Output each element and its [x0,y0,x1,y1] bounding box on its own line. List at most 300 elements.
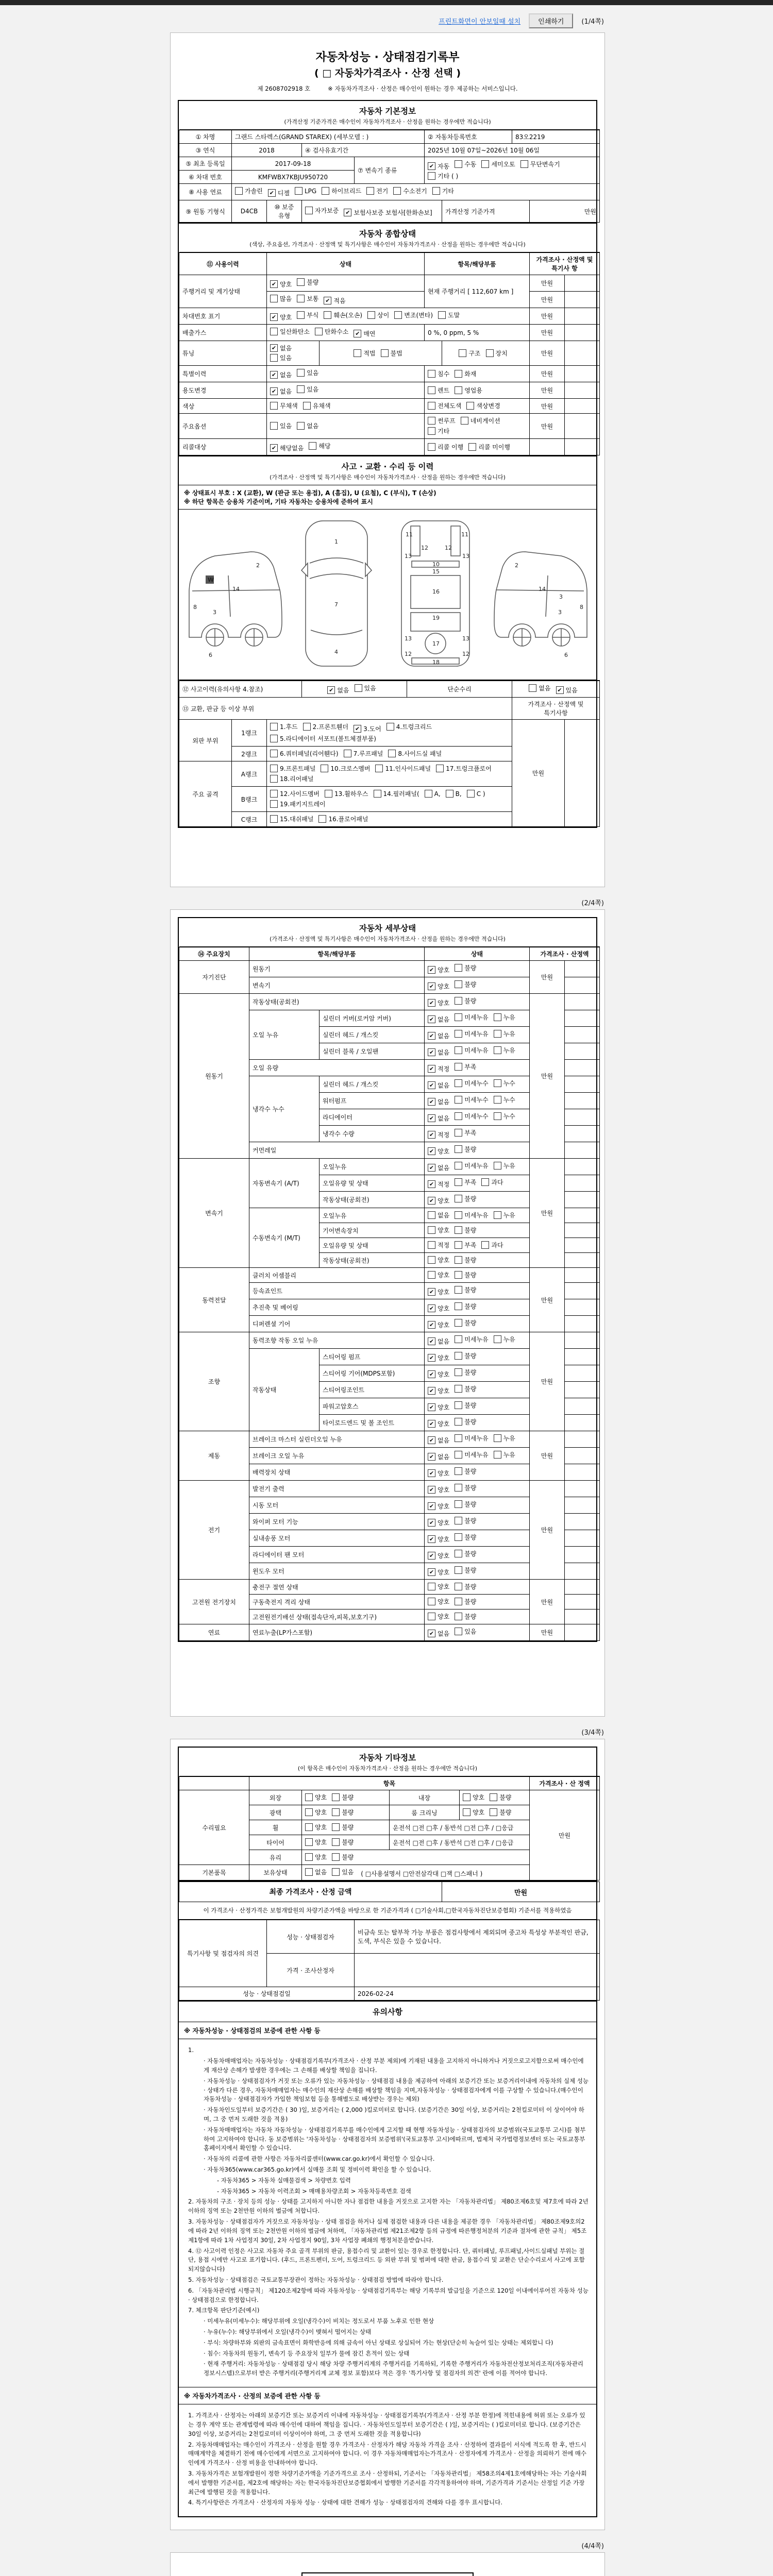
checkbox-icon[interactable] [428,402,435,410]
checkbox-icon[interactable] [303,402,311,410]
checkbox-icon[interactable] [455,1195,462,1202]
price-blank[interactable] [565,414,600,439]
checkbox-icon[interactable] [428,982,435,990]
price-blank[interactable] [565,1431,600,1448]
checkbox-icon[interactable] [297,311,305,319]
checkbox-option[interactable] [332,1823,354,1832]
checkbox-option[interactable] [428,1304,449,1313]
checkbox-icon[interactable] [494,1434,501,1442]
checkbox-icon[interactable] [393,187,401,195]
checkbox-option[interactable] [428,1147,449,1156]
checkbox-icon[interactable] [428,1304,435,1312]
price-blank[interactable] [565,1382,600,1398]
checkbox-option[interactable] [455,1417,476,1426]
checkbox-icon[interactable] [270,280,278,288]
checkbox-icon[interactable] [455,1013,462,1021]
checkbox-option[interactable] [270,401,298,410]
checkbox-icon[interactable] [455,1517,462,1524]
checkbox-icon[interactable] [428,1226,435,1234]
checkbox-icon[interactable] [455,1079,462,1087]
checkbox-icon[interactable] [270,344,278,352]
checkbox-option[interactable] [455,1467,476,1476]
checkbox-option[interactable] [428,1612,449,1621]
checkbox-option[interactable] [455,1450,488,1459]
checkbox-option[interactable] [305,1868,327,1876]
checkbox-option[interactable] [428,1196,449,1205]
checkbox-icon[interactable] [455,1211,462,1219]
print-button[interactable]: 인쇄하기 [529,13,573,28]
checkbox-icon[interactable] [455,1178,462,1186]
price-blank[interactable] [565,1580,600,1595]
checkbox-icon[interactable] [490,1793,497,1801]
checkbox-icon[interactable] [297,422,305,430]
checkbox-option[interactable] [428,1419,449,1428]
checkbox-icon[interactable] [428,1354,435,1362]
checkbox-option[interactable] [297,294,318,303]
checkbox-icon[interactable] [463,1808,470,1816]
checkbox-option[interactable] [494,1095,515,1104]
checkbox-icon[interactable] [428,1387,435,1395]
checkbox-icon[interactable] [455,1241,462,1249]
checkbox-icon[interactable] [455,1063,462,1071]
checkbox-option[interactable] [455,1178,476,1187]
checkbox-option[interactable] [425,790,441,798]
checkbox-icon[interactable] [428,1337,435,1345]
price-blank[interactable] [565,1497,600,1514]
checkbox-icon[interactable] [455,1352,462,1360]
price-blank[interactable] [565,994,600,1010]
checkbox-icon[interactable] [455,1533,462,1541]
checkbox-option[interactable] [455,1145,476,1154]
checkbox-icon[interactable] [455,1613,462,1620]
checkbox-icon[interactable] [455,1162,462,1170]
checkbox-option[interactable] [428,1353,449,1362]
checkbox-icon[interactable] [428,1519,435,1527]
checkbox-icon[interactable] [494,1079,501,1087]
checkbox-option[interactable] [494,1335,515,1344]
checkbox-option[interactable] [428,1502,449,1511]
checkbox-icon[interactable] [428,1147,435,1155]
checkbox-icon[interactable] [270,371,278,379]
checkbox-icon[interactable] [455,1335,462,1343]
checkbox-icon[interactable] [446,790,453,798]
checkbox-option[interactable] [428,1469,449,1478]
checkbox-option[interactable] [428,1048,449,1057]
checkbox-icon[interactable] [494,1335,501,1343]
checkbox-icon[interactable] [428,966,435,974]
price-blank[interactable] [565,1223,600,1238]
checkbox-option[interactable] [366,187,388,195]
price-blank[interactable] [565,366,600,382]
checkbox-option[interactable] [428,162,449,171]
checkbox-option[interactable] [355,684,376,692]
checkbox-option[interactable] [455,1434,488,1443]
checkbox-icon[interactable] [428,162,435,170]
checkbox-option[interactable] [494,1161,515,1170]
checkbox-option[interactable] [428,1163,449,1172]
checkbox-icon[interactable] [305,1838,313,1846]
price-blank[interactable] [565,961,600,977]
checkbox-option[interactable] [305,1793,327,1802]
checkbox-option[interactable] [428,1535,449,1544]
checkbox-icon[interactable] [428,1568,435,1576]
checkbox-icon[interactable] [297,369,305,377]
checkbox-option[interactable] [332,1853,354,1861]
checkbox-option[interactable] [494,1112,515,1121]
checkbox-option[interactable] [428,965,449,974]
checkbox-icon[interactable] [305,1808,313,1816]
checkbox-option[interactable] [455,1194,476,1203]
checkbox-icon[interactable] [494,1162,501,1170]
checkbox-icon[interactable] [322,187,329,195]
checkbox-icon[interactable] [332,1823,340,1831]
checkbox-option[interactable] [303,722,348,731]
checkbox-option[interactable] [270,313,292,321]
checkbox-icon[interactable] [486,349,494,357]
checkbox-option[interactable] [393,187,427,195]
checkbox-option[interactable] [354,329,375,338]
checkbox-icon[interactable] [428,1436,435,1444]
checkbox-icon[interactable] [425,790,432,798]
checkbox-option[interactable] [455,1566,476,1574]
checkbox-icon[interactable] [270,800,278,808]
price-blank[interactable] [565,341,600,366]
checkbox-icon[interactable] [455,1302,462,1310]
checkbox-option[interactable] [466,401,500,410]
price-blank[interactable] [565,1563,600,1580]
price-blank[interactable] [565,1192,600,1208]
checkbox-icon[interactable] [428,1321,435,1329]
checkbox-icon[interactable] [428,1630,435,1637]
checkbox-option[interactable] [494,1046,515,1055]
checkbox-option[interactable] [428,1081,449,1090]
checkbox-option[interactable] [455,1161,488,1170]
checkbox-icon[interactable] [305,1823,313,1831]
checkbox-icon[interactable] [344,209,351,216]
checkbox-icon[interactable] [428,1241,435,1249]
checkbox-option[interactable] [432,187,454,195]
checkbox-option[interactable] [270,774,313,783]
checkbox-option[interactable] [461,416,500,425]
checkbox-icon[interactable] [270,815,278,823]
checkbox-option[interactable] [428,1015,449,1024]
checkbox-option[interactable] [428,1582,449,1591]
checkbox-option[interactable] [428,443,463,451]
checkbox-option[interactable] [428,982,449,991]
price-blank[interactable] [565,977,600,994]
checkbox-option[interactable] [455,1401,476,1410]
checkbox-option[interactable] [455,1384,476,1393]
checkbox-option[interactable] [270,734,376,743]
checkbox-icon[interactable] [428,427,435,435]
checkbox-icon[interactable] [394,311,402,319]
checkbox-option[interactable] [486,349,508,358]
checkbox-icon[interactable] [428,1613,435,1620]
checkbox-icon[interactable] [428,999,435,1007]
checkbox-option[interactable] [455,1226,476,1234]
checkbox-icon[interactable] [455,964,462,972]
checkbox-icon[interactable] [455,1566,462,1574]
checkbox-option[interactable] [375,764,431,773]
checkbox-icon[interactable] [455,1226,462,1234]
checkbox-icon[interactable] [455,1628,462,1635]
checkbox-icon[interactable] [305,1793,313,1801]
checkbox-icon[interactable] [428,1065,435,1073]
checkbox-icon[interactable] [428,1256,435,1264]
checkbox-icon[interactable] [305,1868,313,1876]
checkbox-icon[interactable] [428,1403,435,1411]
checkbox-icon[interactable] [455,1112,462,1120]
checkbox-icon[interactable] [428,443,435,451]
checkbox-icon[interactable] [375,765,383,772]
checkbox-option[interactable] [428,369,449,378]
checkbox-icon[interactable] [428,1032,435,1040]
checkbox-option[interactable] [455,980,476,989]
checkbox-option[interactable] [428,1064,449,1073]
checkbox-option[interactable] [367,311,389,319]
checkbox-option[interactable] [344,749,383,758]
checkbox-icon[interactable] [315,328,323,335]
checkbox-option[interactable] [428,1518,449,1527]
checkbox-option[interactable] [455,1211,488,1219]
price-blank[interactable] [565,1043,600,1060]
checkbox-icon[interactable] [529,684,536,692]
checkbox-icon[interactable] [455,1451,462,1459]
checkbox-option[interactable] [494,1013,515,1022]
checkbox-icon[interactable] [455,980,462,988]
checkbox-icon[interactable] [436,765,444,772]
checkbox-option[interactable] [490,1793,511,1802]
checkbox-icon[interactable] [494,1013,501,1021]
price-blank[interactable] [565,382,600,399]
checkbox-icon[interactable] [494,1030,501,1038]
checkbox-option[interactable] [305,206,339,215]
checkbox-option[interactable] [428,1337,449,1346]
checkbox-option[interactable] [494,1434,515,1443]
checkbox-icon[interactable] [374,790,381,798]
checkbox-option[interactable] [455,963,476,972]
checkbox-option[interactable] [268,189,290,197]
checkbox-option[interactable] [455,1627,476,1636]
checkbox-option[interactable] [428,1403,449,1412]
checkbox-icon[interactable] [297,295,305,302]
checkbox-option[interactable] [455,1335,488,1344]
checkbox-option[interactable] [455,1597,476,1606]
price-blank[interactable] [565,1332,600,1349]
price-blank[interactable] [565,1448,600,1464]
checkbox-option[interactable] [494,1450,515,1459]
price-blank[interactable] [565,1142,600,1159]
price-blank[interactable] [565,1609,600,1624]
checkbox-icon[interactable] [455,1434,462,1442]
price-blank[interactable] [565,1299,600,1316]
checkbox-icon[interactable] [494,1112,501,1120]
checkbox-icon[interactable] [428,1420,435,1428]
checkbox-option[interactable] [490,1808,511,1817]
checkbox-option[interactable] [235,187,263,195]
checkbox-icon[interactable] [556,686,564,694]
checkbox-option[interactable] [270,764,315,773]
checkbox-option[interactable] [332,1838,354,1846]
checkbox-icon[interactable] [428,386,435,394]
checkbox-icon[interactable] [455,386,462,394]
checkbox-option[interactable] [455,1582,476,1591]
price-blank[interactable] [565,1060,600,1076]
checkbox-option[interactable] [270,749,339,758]
checkbox-option[interactable] [332,1868,354,1876]
checkbox-option[interactable] [463,1793,484,1802]
checkbox-icon[interactable] [270,735,278,742]
checkbox-icon[interactable] [455,1583,462,1590]
checkbox-icon[interactable] [354,725,361,733]
price-blank[interactable] [565,1175,600,1192]
price-blank[interactable] [565,1398,600,1415]
checkbox-option[interactable] [455,996,476,1005]
checkbox-option[interactable] [315,327,348,336]
checkbox-option[interactable] [270,387,292,396]
price-blank[interactable] [565,1547,600,1563]
checkbox-option[interactable] [428,1551,449,1560]
checkbox-icon[interactable] [455,1046,462,1054]
checkbox-icon[interactable] [428,172,435,180]
checkbox-option[interactable] [428,1287,449,1296]
checkbox-icon[interactable] [455,1500,462,1508]
checkbox-icon[interactable] [428,1081,435,1089]
checkbox-icon[interactable] [438,311,446,319]
checkbox-option[interactable] [325,789,368,798]
checkbox-option[interactable] [428,172,458,180]
checkbox-icon[interactable] [455,1418,462,1426]
checkbox-icon[interactable] [270,790,278,798]
checkbox-icon[interactable] [309,442,316,450]
checkbox-option[interactable] [428,1241,449,1249]
checkbox-icon[interactable] [270,328,278,335]
checkbox-option[interactable] [270,444,304,452]
checkbox-option[interactable] [305,1823,327,1832]
checkbox-option[interactable] [270,722,298,731]
checkbox-option[interactable] [428,427,449,435]
checkbox-option[interactable] [455,1241,476,1249]
checkbox-icon[interactable] [455,1484,462,1492]
checkbox-icon[interactable] [428,370,435,378]
price-blank[interactable] [565,1464,600,1481]
checkbox-icon[interactable] [354,349,361,357]
price-blank[interactable] [565,1159,600,1175]
checkbox-option[interactable] [309,442,330,450]
checkbox-option[interactable] [455,1516,476,1525]
price-blank[interactable] [565,1365,600,1382]
checkbox-icon[interactable] [297,278,305,286]
checkbox-option[interactable] [481,1178,503,1187]
checkbox-icon[interactable] [455,370,462,378]
price-blank[interactable] [565,1093,600,1109]
checkbox-icon[interactable] [428,1370,435,1378]
checkbox-option[interactable] [463,1808,484,1817]
checkbox-option[interactable] [455,1062,476,1071]
checkbox-option[interactable] [428,1597,449,1606]
checkbox-option[interactable] [468,443,510,451]
checkbox-option[interactable] [428,1256,449,1264]
checkbox-icon[interactable] [270,402,278,410]
checkbox-option[interactable] [354,724,381,733]
checkbox-option[interactable] [455,1351,476,1360]
checkbox-option[interactable] [305,1808,327,1817]
checkbox-icon[interactable] [455,1286,462,1294]
price-blank[interactable] [565,1253,600,1268]
checkbox-option[interactable] [428,401,461,410]
price-blank[interactable] [565,275,600,292]
checkbox-option[interactable] [324,296,345,305]
checkbox-icon[interactable] [367,311,375,319]
checkbox-icon[interactable] [268,189,276,197]
checkbox-option[interactable] [494,1029,515,1038]
price-blank[interactable] [565,1126,600,1142]
checkbox-icon[interactable] [494,1096,501,1104]
checkbox-option[interactable] [297,368,318,377]
checkbox-icon[interactable] [321,765,328,772]
price-blank[interactable] [530,439,565,455]
checkbox-icon[interactable] [270,775,278,783]
install-print-link[interactable]: 프린트화면이 안보일때 설치 [439,18,521,26]
checkbox-option[interactable] [303,401,331,410]
checkbox-icon[interactable] [388,750,396,757]
checkbox-option[interactable] [428,1320,449,1329]
checkbox-option[interactable] [467,790,485,798]
checkbox-option[interactable] [270,327,310,336]
checkbox-icon[interactable] [455,1598,462,1605]
checkbox-option[interactable] [394,311,433,319]
checkbox-icon[interactable] [455,1385,462,1393]
checkbox-option[interactable] [381,349,402,358]
checkbox-option[interactable] [459,349,480,358]
checkbox-icon[interactable] [428,1583,435,1590]
checkbox-icon[interactable] [432,187,440,195]
checkbox-option[interactable] [556,686,578,694]
checkbox-icon[interactable] [344,750,351,757]
checkbox-option[interactable] [436,764,492,773]
checkbox-option[interactable] [428,1485,449,1494]
checkbox-option[interactable] [428,1114,449,1123]
checkbox-option[interactable] [529,684,550,692]
checkbox-icon[interactable] [490,1808,497,1816]
checkbox-icon[interactable] [461,417,468,425]
price-blank[interactable] [565,308,600,325]
checkbox-icon[interactable] [386,723,394,731]
price-blank[interactable] [565,1208,600,1223]
checkbox-option[interactable] [344,208,432,217]
price-blank[interactable] [565,325,600,341]
checkbox-icon[interactable] [428,417,435,425]
price-blank[interactable] [565,1010,600,1027]
checkbox-icon[interactable] [332,1868,340,1876]
checkbox-icon[interactable] [270,354,278,362]
checkbox-icon[interactable] [455,1256,462,1264]
price-blank[interactable] [565,1595,600,1609]
checkbox-option[interactable] [455,1612,476,1621]
checkbox-option[interactable] [428,386,449,395]
checkbox-option[interactable] [455,1128,476,1137]
checkbox-option[interactable] [270,280,292,289]
checkbox-icon[interactable] [467,790,475,798]
checkbox-icon[interactable] [318,815,326,823]
checkbox-option[interactable] [295,187,316,195]
price-blank[interactable] [565,399,600,414]
checkbox-icon[interactable] [303,723,311,731]
checkbox-option[interactable] [494,1079,515,1088]
checkbox-icon[interactable] [455,1368,462,1376]
price-blank[interactable] [565,292,600,308]
price-blank[interactable] [565,720,600,827]
